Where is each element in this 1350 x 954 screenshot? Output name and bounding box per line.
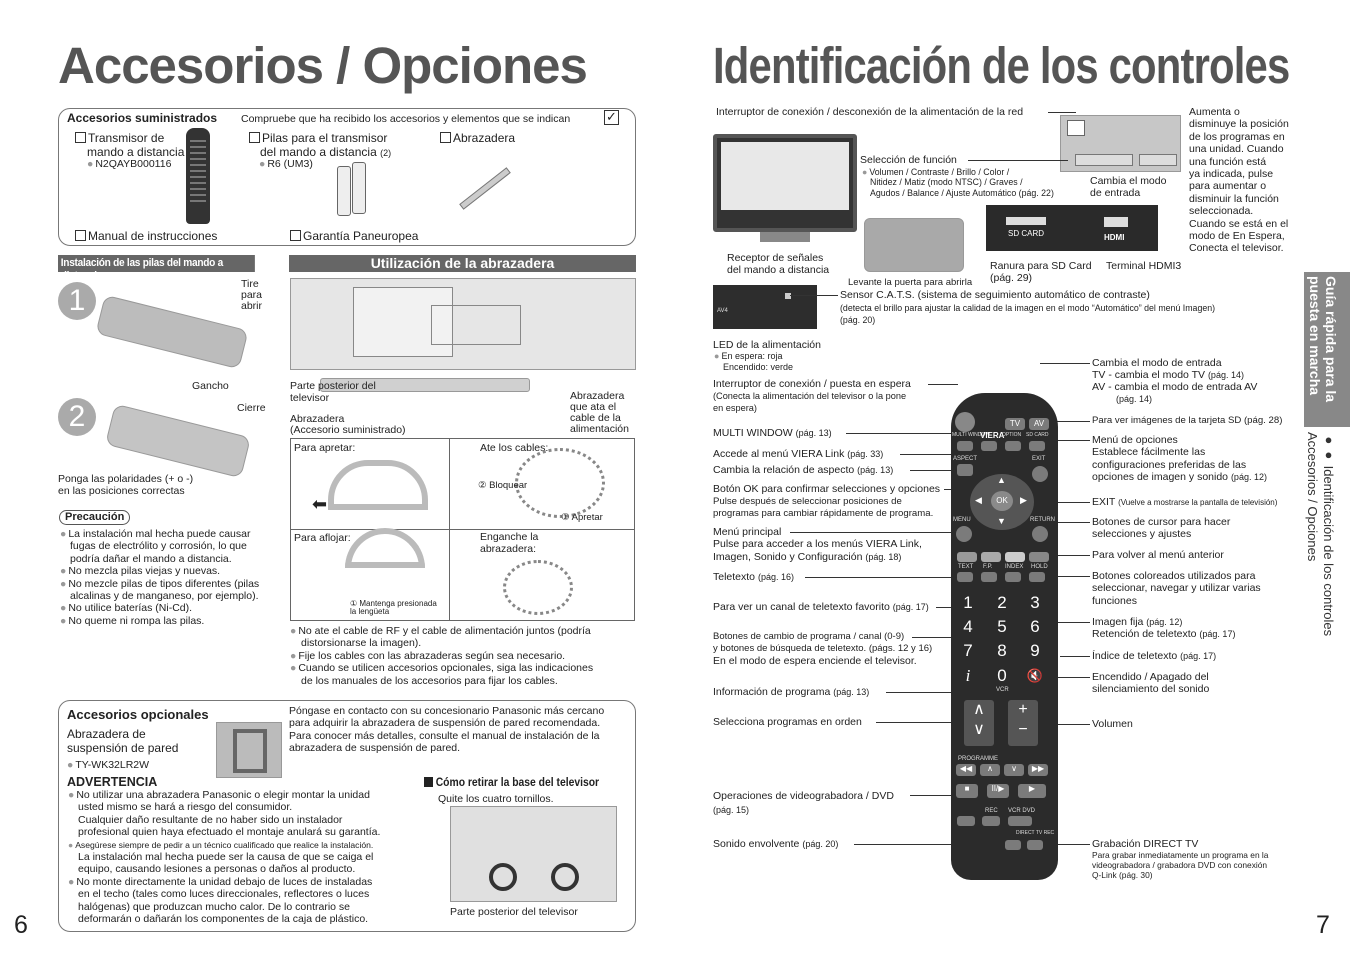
red-button[interactable] — [957, 552, 977, 562]
label-viera: Accede al menú VIERA Link (pág. 33) — [713, 448, 884, 460]
warning-title: ADVERTENCIA — [67, 775, 158, 789]
label-teletext: Teletexto (pág. 16) — [713, 571, 794, 583]
vcr-dvd-button[interactable] — [1008, 816, 1032, 826]
clamp-notes: ● No ate el cable de RF y el cable de alimentación juntos (podría distorsionarse la imagen). ● Fije los cables con las abrazaderas según sea necesario. ● Cuando se utilicen accesorios opcionales, siga las indicaciones de los manuales de los accesorios para fijar los cables. — [290, 625, 593, 687]
tv-door-image — [864, 218, 964, 272]
menu-button[interactable] — [956, 526, 972, 542]
label-favourite: Para ver un canal de teletexto favorito (pág. 17) — [713, 601, 929, 613]
tie-image — [515, 448, 605, 518]
av-button[interactable]: AV — [1029, 418, 1049, 430]
ok-button[interactable]: OK — [991, 491, 1013, 511]
loosen-label: Para aflojar: — [294, 532, 351, 544]
supplied-heading: Accesorios suministrados — [67, 111, 218, 125]
item-remote-code: ● N2QAYB000116 — [87, 158, 171, 170]
caution-title: Precaución — [59, 510, 130, 525]
base-caption: Parte posterior del televisor — [450, 906, 578, 918]
index-label-key: INDEX — [1005, 564, 1024, 570]
label-index: Índice de teletexto (pág. 17) — [1092, 650, 1217, 662]
battery-image-2 — [352, 162, 366, 214]
text-button[interactable] — [957, 572, 973, 582]
fp-label-key: F.P. — [983, 564, 993, 570]
programme-label-key: PROGRAMME — [958, 756, 999, 762]
lock-label: ② Bloquear — [478, 480, 528, 491]
exit-button[interactable] — [1032, 466, 1048, 482]
close-label: Cierre — [237, 402, 266, 414]
rec-button[interactable] — [957, 816, 975, 826]
sd-card-button[interactable] — [1029, 441, 1045, 451]
multi-label-key: MULTI WINDOW — [952, 432, 990, 438]
blue-button[interactable] — [1029, 552, 1049, 562]
label-numbers: Botones de cambio de programa / canal (0-9) y botones de búsqueda de teletexto. (págs. 12 y 16) En el modo de espera enciende el televisor. — [713, 631, 933, 667]
function-label: Selección de función — [860, 154, 957, 166]
remote-image — [186, 128, 210, 224]
base-removal-image — [450, 806, 617, 902]
viera-link-button[interactable] — [981, 441, 997, 451]
option-label-key: OPTION — [1002, 432, 1022, 438]
remote-back-image — [95, 295, 248, 370]
tie-label: Ate los cables: — [480, 442, 549, 454]
item-batteries-code: ● R6 (UM3) — [259, 158, 313, 170]
bracket-label: Abrazadera de suspensión de pared — [67, 727, 179, 755]
step-2-badge: 2 — [58, 398, 96, 436]
label-direct-sub: Para grabar inmediatamente un programa en la videograbadora / grabadora DVD con conexión Q-Link (pág. 30) — [1092, 850, 1269, 881]
label-multi: MULTI WINDOW (pág. 13) — [713, 427, 832, 439]
raise-text: Aumenta o disminuye la posición de los programas en una unidad. Cuando una función está ya indicada, pulse para aumentar o disminuir la función seleccionada. Cuando se está en el modo de En Espera, Conecta el televisor. — [1189, 106, 1289, 255]
lower-door-label: Levante la puerta para abrirla — [848, 277, 973, 288]
key-3[interactable]: 3 — [1030, 593, 1040, 612]
wall-bracket-image — [216, 722, 282, 778]
key-4[interactable]: 4 — [963, 617, 973, 636]
item-warranty: Garantía Paneuropea — [290, 229, 418, 243]
led-desc: ● En espera: roja Encendido: verde — [714, 351, 793, 372]
sd-card-label-tv: SD CARD — [1008, 229, 1045, 238]
tight-label: ① Apretar — [561, 512, 603, 523]
battery-image — [337, 166, 351, 216]
battery-install-heading: Instalación de las pilas del mando a distancia — [58, 255, 255, 272]
label-sd: Para ver imágenes de la tarjeta SD (pág. 28) — [1092, 415, 1283, 426]
optional-heading: Accesorios opcionales — [67, 707, 209, 722]
cats-label: Sensor C.A.T.S. (sistema de seguimiento automático de contraste) — [840, 289, 1150, 301]
key-6[interactable]: 6 — [1030, 617, 1040, 636]
key-9[interactable]: 9 — [1030, 641, 1040, 660]
tighten-label: Para apretar: — [294, 442, 356, 454]
yellow-button[interactable] — [1005, 552, 1025, 562]
led-label: LED de la alimentación — [713, 339, 821, 351]
vcr-ch-up-button[interactable]: ∧ — [980, 764, 1000, 776]
vcr-play-button[interactable]: ▶ — [1018, 784, 1046, 798]
page-title-left: Accesorios / Opciones — [58, 37, 587, 94]
option-button[interactable] — [1005, 441, 1021, 451]
cursor-down-icon[interactable]: ▼ — [997, 516, 1006, 526]
vcrdvd-label-key: VCR DVD — [1008, 808, 1036, 814]
check-icon: ✓ — [604, 110, 619, 125]
step-1-badge: 1 — [58, 282, 96, 320]
tv-bottom-bar — [713, 285, 817, 329]
hdmi-label-tv: HDMI — [1104, 233, 1125, 242]
page-title-right: Identificación de los controles — [713, 37, 1290, 94]
cats-page: (pág. 20) — [840, 315, 876, 325]
label-mute: Encendido / Apagado del silenciamiento del sonido — [1092, 671, 1210, 696]
key-8[interactable]: 8 — [997, 641, 1007, 660]
input-mode-label: Cambia el modo de entrada — [1090, 175, 1167, 200]
tv-button[interactable]: TV — [1005, 418, 1025, 430]
cursor-right-icon[interactable]: ▶ — [1020, 495, 1027, 505]
label-info: Información de programa (pág. 13) — [713, 686, 870, 698]
label-vcr: Operaciones de videograbadora / DVD (pág. 15) — [713, 790, 894, 815]
label-hold: Imagen fija (pág. 12) Retención de teletexto (pág. 17) — [1092, 616, 1236, 641]
green-button[interactable] — [981, 552, 1001, 562]
hook-image — [503, 560, 573, 615]
key-2[interactable]: 2 — [997, 593, 1007, 612]
tv-image — [713, 134, 857, 232]
hold-label-key: HOLD — [1031, 564, 1048, 570]
label-power: Interruptor de conexión / puesta en espera — [713, 378, 911, 390]
label-input: Cambia el modo de entrada TV - cambia el modo TV (pág. 14) AV - cambia el modo de entrada AV (pág. 14) — [1092, 357, 1258, 404]
power-switch-label: Interruptor de conexión / desconexión de la alimentación de la red — [716, 106, 1024, 118]
label-programmes: Selecciona programas en orden — [713, 716, 862, 728]
vcr-rec-button[interactable] — [982, 816, 1000, 826]
connector-panel-image — [986, 205, 1158, 251]
label-direct: Grabación DIRECT TV — [1092, 838, 1199, 850]
caution-list: ● La instalación mal hecha puede causar fugas de electrólito y corrosión, lo que podría dañar el mando a distancia. ● No mezcla pilas viejas y nuevas. ● No mezcle pilas de tipos diferentes (pilas alcalinas y de manganeso, por ejemplo). ● No utilice baterías (Ni-Cd). ● No queme ni rompa las pilas. — [60, 528, 259, 627]
key-0[interactable]: 0 — [997, 666, 1007, 685]
direct-label-key: DIRECT TV REC — [1016, 830, 1055, 836]
volume-rocker[interactable]: + − — [1008, 700, 1038, 746]
exit-label-key: EXIT — [1032, 456, 1046, 462]
item-remote-2: mando a distancia — [87, 145, 185, 159]
text-label-key: TEXT — [958, 564, 974, 570]
aspect-label-key: ASPECT — [953, 456, 978, 462]
hold-label: ① Mantenga presionada la lengüeta — [350, 599, 437, 616]
warning-list: ● No utilizar una abrazadera Panasonic o elegir montar la unidad usted mismo se hará a riesgo del consumidor. Cualquier daño resultante de no haber sido un instalador profesional quien haya efectuado el montaje anulará su garantía. ● Asegúrese siempre de pedir a un técnico cualificado que realice la instalación. La instalación mal hecha puede ser la causa de que se caiga el equipo, causando lesiones a personas o daños al producto. ● No monte directamente la unidad debajo de luces de instaladas en el techo (tales como luces direccionales, reflectores o luces halógenas) que produzcan mucho calor. De lo contrario se deformarán o dañarán los componentes de la caja de plástico. — [68, 789, 380, 925]
side-tab-text: Guía rápida para la puesta en marcha — [1307, 276, 1339, 403]
label-ok: Botón OK para confirmar selecciones y opciones — [713, 483, 941, 495]
label-power-sub: (Conecta la alimentación del televisor o la pone en espera) — [713, 391, 907, 413]
cursor-left-icon[interactable]: ◀ — [975, 495, 982, 505]
av4-label: AV4 — [717, 308, 728, 314]
arrow-left-icon: ⬅ — [312, 494, 328, 514]
multi-window-button[interactable] — [957, 441, 973, 451]
power-button[interactable] — [955, 412, 975, 432]
page-number-left: 6 — [14, 911, 28, 939]
item-batteries-2: del mando a distancia (2) — [260, 145, 392, 159]
direct-tv-rec-button[interactable] — [1027, 840, 1043, 850]
vcr-pause-button[interactable]: II/▶ — [987, 784, 1009, 798]
function-desc: ● Volumen / Contraste / Brillo / Color / Nitidez / Matiz (modo NTSC) / Graves / Agudos / Balance / Ajuste Automático (pág. 22) — [862, 167, 1054, 198]
clamp-supplied-label: Abrazadera (Accesorio suministrado) — [290, 413, 406, 437]
item-clamp: Abrazadera — [440, 131, 515, 145]
tv-stand — [760, 232, 810, 242]
clamp-ac-label: Abrazadera que ata el cable de la alimentación — [570, 390, 629, 436]
aspect-button[interactable] — [957, 464, 973, 476]
label-aspect: Cambia la relación de aspecto (pág. 13) — [713, 464, 894, 476]
cursor-up-icon[interactable]: ▲ — [997, 475, 1006, 485]
label-colour: Botones coloreados utilizados para seleccionar, navegar y utilizar varias funciones — [1092, 570, 1261, 607]
label-option: Menú de opciones Establece fácilmente las configuraciones preferidas de las opciones de imagen y sonido (pág. 12) — [1092, 434, 1267, 484]
optional-desc: Póngase en contacto con su concesionario Panasonic más cercano para adquirir la abrazadera de suspensión de pared recomendada. Para conocer más detalles, consulte el manual de instalación de la abrazadera de suspensión de pared. — [289, 705, 605, 755]
vcr-rewind-button[interactable]: ◀◀ — [956, 764, 976, 776]
vcr-stop-button[interactable]: ■ — [956, 784, 978, 798]
return-button[interactable] — [1032, 526, 1048, 542]
base-sub: Quite los cuatro tornillos. — [438, 793, 554, 805]
sd-slot-label: Ranura para SD Card (pág. 29) — [990, 260, 1092, 285]
base-title: Cómo retirar la base del televisor — [424, 777, 599, 791]
label-surround: Sonido envolvente (pág. 20) — [713, 838, 839, 850]
rec-label-key: REC — [985, 808, 998, 814]
return-label-key: RETURN — [1030, 517, 1055, 523]
tv-rear-image — [290, 278, 636, 370]
fp-button[interactable] — [981, 572, 997, 582]
bracket-code: ● TY-WK32LR2W — [67, 759, 149, 771]
key-1[interactable]: 1 — [963, 593, 973, 612]
index-button[interactable] — [1005, 572, 1021, 582]
info-button[interactable]: i — [965, 666, 971, 685]
label-volume: Volumen — [1092, 718, 1133, 730]
viera-logo: VIERA — [980, 431, 1005, 440]
label-return: Para volver al menú anterior — [1092, 549, 1224, 561]
label-menu: Menú principal Pulse para acceder a los menús VIERA Link, Imagen, Sonido y Configuración (pág. 18) — [713, 526, 922, 563]
item-batteries: Pilas para el transmisor — [249, 131, 387, 145]
rear-label: Parte posterior del televisor — [290, 380, 376, 404]
hook-label: Gancho — [192, 380, 229, 392]
clamp-heading: Utilización de la abrazadera — [289, 255, 636, 272]
sdcard-label-key: SD CARD — [1026, 432, 1049, 438]
hold-button[interactable] — [1029, 572, 1045, 582]
label-ok-sub: Pulse después de seleccionar posiciones de programas para cambiar rápidamente de programa. — [713, 496, 934, 519]
mute-icon[interactable]: 🔇 — [1026, 668, 1044, 683]
vcr-label-key: VCR — [996, 687, 1009, 693]
menu-label-key: MENU — [953, 517, 971, 523]
label-exit: EXIT (Vuelve a mostrarse la pantalla de televisión) — [1092, 496, 1278, 508]
key-7[interactable]: 7 — [963, 641, 973, 660]
cats-desc: (detecta el brillo para ajustar la calidad de la imagen en el modo “Automático” del menú Imagen) — [840, 303, 1216, 313]
vcr-ff-button[interactable]: ▶▶ — [1028, 764, 1048, 776]
label-cursor: Botones de cursor para hacer selecciones y ajustes — [1092, 516, 1231, 541]
supplied-note: Compruebe que ha recibido los accesorios y elementos que se indican — [241, 113, 571, 125]
tv-side-panel-image — [1060, 115, 1181, 172]
hook-clamp-label: Enganche la abrazadera: — [480, 531, 539, 555]
receiver-label: Receptor de señales del mando a distancia — [727, 252, 830, 277]
polarity-label: Ponga las polaridades (+ o -) en las posiciones correctas — [58, 473, 194, 497]
surround-button[interactable] — [1005, 840, 1021, 850]
remote-open-image — [105, 404, 251, 479]
pull-label: Tire para abrir — [241, 278, 263, 313]
hdmi-label: Terminal HDMI3 — [1106, 260, 1182, 272]
vcr-ch-down-button[interactable]: ∨ — [1004, 764, 1024, 776]
key-5[interactable]: 5 — [997, 617, 1007, 636]
item-manual: Manual de instrucciones — [75, 229, 217, 243]
side-text: ●● Identificación de los controles Accesorios / Opciones — [1305, 432, 1336, 637]
item-remote: Transmisor de — [75, 131, 164, 145]
page-number-right: 7 — [1316, 911, 1330, 939]
channel-rocker[interactable]: ∧ ∨ — [964, 700, 994, 746]
